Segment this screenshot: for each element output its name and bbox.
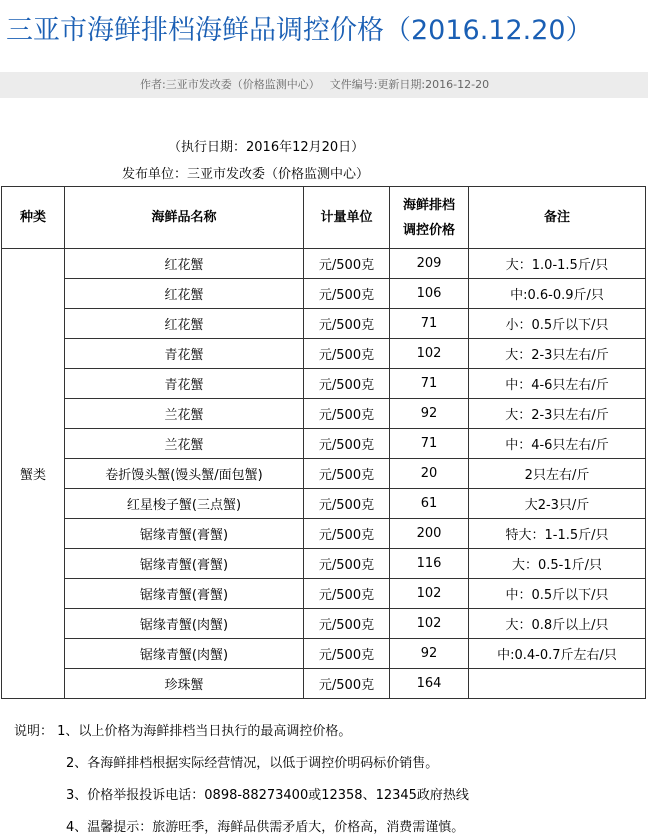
unit-cell: 元/500克 — [304, 489, 390, 519]
header-note: 备注 — [469, 187, 646, 249]
table-row — [2, 519, 646, 549]
author-text: 作者:三亚市发改委（价格监测中心） — [140, 78, 320, 91]
table-row — [2, 609, 646, 639]
item-name-cell: 红花蟹 — [65, 279, 304, 309]
price-cell: 200 — [390, 519, 469, 549]
note-cell: 大：0.8斤以上/只 — [469, 609, 646, 639]
page-title: 三亚市海鲜排档海鲜品调控价格（2016.12.20） — [6, 15, 593, 46]
unit-cell: 元/500克 — [304, 249, 390, 279]
note-cell: 大：0.5-1斤/只 — [469, 549, 646, 579]
price-cell: 71 — [390, 369, 469, 399]
item-name-cell: 珍珠蟹 — [65, 669, 304, 699]
note-cell: 小：0.5斤以下/只 — [469, 309, 646, 339]
note-line-1: 说明： 1、以上价格为海鲜排档当日执行的最高调控价格。 — [14, 724, 352, 739]
item-name-cell: 兰花蟹 — [65, 399, 304, 429]
note-cell: 大：1.0-1.5斤/只 — [469, 249, 646, 279]
item-name-cell: 红花蟹 — [65, 249, 304, 279]
item-name-cell: 青花蟹 — [65, 369, 304, 399]
price-cell: 71 — [390, 309, 469, 339]
note-line-4: 4、温馨提示：旅游旺季，海鲜品供需矛盾大，价格高，消费需谨慎。 — [66, 820, 465, 835]
price-cell: 20 — [390, 459, 469, 489]
price-cell: 102 — [390, 579, 469, 609]
note-cell: 大2-3只/斤 — [469, 489, 646, 519]
note-cell: 中:0.6-0.9斤/只 — [469, 279, 646, 309]
unit-cell: 元/500克 — [304, 579, 390, 609]
header-category: 种类 — [2, 187, 65, 249]
unit-cell: 元/500克 — [304, 399, 390, 429]
item-name-cell: 卷折馒头蟹(馒头蟹/面包蟹) — [65, 459, 304, 489]
item-name-cell: 锯缘青蟹(膏蟹) — [65, 579, 304, 609]
table-row — [2, 459, 646, 489]
unit-cell: 元/500克 — [304, 519, 390, 549]
note-cell: 中：4-6只左右/斤 — [469, 429, 646, 459]
table-row — [2, 489, 646, 519]
note-cell — [469, 669, 646, 699]
unit-cell: 元/500克 — [304, 609, 390, 639]
price-cell: 102 — [390, 339, 469, 369]
article-meta-bar — [0, 72, 648, 98]
price-table-body — [2, 249, 646, 699]
note-line-2: 2、各海鲜排档根据实际经营情况，以低于调控价明码标价销售。 — [66, 756, 439, 771]
price-cell: 116 — [390, 549, 469, 579]
unit-cell: 元/500克 — [304, 459, 390, 489]
category-cell: 蟹类 — [2, 249, 65, 699]
note-cell: 中:0.4-0.7斤左右/只 — [469, 639, 646, 669]
price-cell: 92 — [390, 639, 469, 669]
item-name-cell: 锯缘青蟹(肉蟹) — [65, 639, 304, 669]
doc-number-text: 文件编号: — [329, 78, 378, 91]
unit-cell: 元/500克 — [304, 639, 390, 669]
table-row — [2, 309, 646, 339]
price-cell: 102 — [390, 609, 469, 639]
note-cell: 大：2-3只左右/斤 — [469, 339, 646, 369]
table-row — [2, 399, 646, 429]
note-cell: 大：2-3只左右/斤 — [469, 399, 646, 429]
item-name-cell: 锯缘青蟹(膏蟹) — [65, 519, 304, 549]
price-cell: 71 — [390, 429, 469, 459]
item-name-cell: 锯缘青蟹(膏蟹) — [65, 549, 304, 579]
price-cell: 209 — [390, 249, 469, 279]
table-row — [2, 639, 646, 669]
note-line-3: 3、价格举报投诉电话：0898-88273400或12358、12345政府热线 — [66, 788, 469, 803]
unit-cell: 元/500克 — [304, 369, 390, 399]
note-cell: 中：4-6只左右/斤 — [469, 369, 646, 399]
item-name-cell: 红花蟹 — [65, 309, 304, 339]
publisher-unit: 发布单位：三亚市发改委（价格监测中心） — [122, 167, 370, 182]
table-row — [2, 339, 646, 369]
table-row — [2, 369, 646, 399]
table-row — [2, 429, 646, 459]
price-cell: 92 — [390, 399, 469, 429]
update-date-text: 更新日期:2016-12-20 — [377, 78, 490, 91]
price-cell: 164 — [390, 669, 469, 699]
price-cell: 106 — [390, 279, 469, 309]
unit-cell: 元/500克 — [304, 279, 390, 309]
header-unit: 计量单位 — [304, 187, 390, 249]
unit-cell: 元/500克 — [304, 669, 390, 699]
unit-cell: 元/500克 — [304, 429, 390, 459]
header-price-line2: 调控价格 — [402, 222, 455, 238]
note-cell: 中：0.5斤以下/只 — [469, 579, 646, 609]
note-cell: 2只左右/斤 — [469, 459, 646, 489]
table-header-row — [2, 187, 646, 249]
price-cell: 61 — [390, 489, 469, 519]
header-price-line1: 海鲜排档 — [402, 197, 455, 213]
item-name-cell: 锯缘青蟹(肉蟹) — [65, 609, 304, 639]
item-name-cell: 红星梭子蟹(三点蟹) — [65, 489, 304, 519]
table-row — [2, 249, 646, 279]
unit-cell: 元/500克 — [304, 549, 390, 579]
item-name-cell: 兰花蟹 — [65, 429, 304, 459]
unit-cell: 元/500克 — [304, 309, 390, 339]
execution-date: （执行日期：2016年12月20日） — [168, 140, 365, 155]
price-table — [1, 186, 646, 699]
item-name-cell: 青花蟹 — [65, 339, 304, 369]
table-row — [2, 279, 646, 309]
table-row — [2, 549, 646, 579]
table-row — [2, 579, 646, 609]
note-cell: 特大：1-1.5斤/只 — [469, 519, 646, 549]
table-row — [2, 669, 646, 699]
header-price — [390, 187, 469, 249]
unit-cell: 元/500克 — [304, 339, 390, 369]
header-name: 海鲜品名称 — [65, 187, 304, 249]
